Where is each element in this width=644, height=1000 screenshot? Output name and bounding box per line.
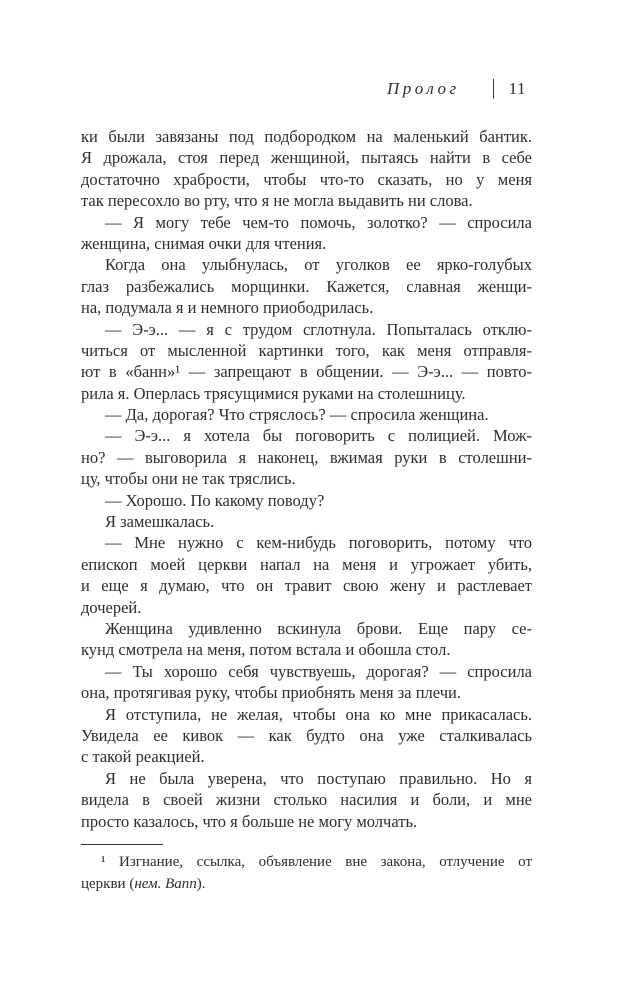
footnote-line [81, 874, 532, 896]
text-line: Я не была уверена, что поступаю правильно. Но я [105, 768, 532, 788]
footnote-line [81, 852, 532, 874]
text-line: ки были завязаны под подбородком на маленький бантик. [81, 127, 532, 146]
text-line: рила я. Оперлась трясущимися руками на столешницу. [81, 383, 466, 403]
footnote [81, 852, 532, 895]
footnote-segment: ). [196, 875, 206, 892]
text-line: Женщина удивленно вскинула брови. Еще пару се- [105, 618, 532, 638]
text-line: достаточно храбрости, чтобы что-то сказать, но у меня [81, 169, 532, 189]
text-line: Я замешкалась. [105, 512, 215, 532]
header-separator [493, 79, 494, 99]
page-number: 11 [508, 79, 526, 98]
footnote-rule [81, 844, 163, 845]
text-line: но? — выговорила я наконец, вжимая руки в столешни- [81, 447, 532, 467]
text-line: — Мне нужно с кем-нибудь поговорить, потому что [105, 533, 532, 553]
text-line: она, протягивая руку, чтобы приобнять меня за плечи. [81, 683, 461, 703]
text-line: — Э-э... я хотела бы поговорить с полицией. Мож- [105, 426, 532, 446]
text-line: так пересохло во рту, что я не могла выдавить ни слова. [81, 191, 473, 211]
body-text [81, 126, 532, 832]
text-line: — Да, дорогая? Что стряслось? — спросила женщина. [105, 405, 489, 425]
text-line: дочерей. [81, 597, 142, 617]
text-line: ют в «банн»¹ — запрещают в общении. — Э-э... — повто- [81, 362, 532, 382]
text-line: — Э-э... — я с трудом сглотнула. Попыталась отклю- [105, 319, 532, 339]
text-line: с такой реакцией. [81, 747, 205, 767]
text-line: видела в своей жизни столько насилия и боли, и мне [81, 790, 532, 810]
text-line: кунд смотрела на меня, потом встала и обошла стол. [81, 640, 451, 660]
footnote-segment: церкви ( [81, 875, 135, 892]
text-line: цу, чтобы они не так тряслись. [81, 469, 296, 489]
text-line: Я отступила, не желая, чтобы она ко мне прикасалась. [105, 704, 532, 724]
text-line: — Ты хорошо себя чувствуешь, дорогая? — спросила [105, 661, 532, 681]
text-line: епископ моей церкви напал на меня и угрожает убить, [81, 554, 532, 574]
text-line: Когда она улыбнулась, от уголков ее ярко-голубых [105, 255, 532, 275]
footnote-italic-segment: нем. Bann [134, 875, 197, 892]
text-line: — Я могу тебе чем-то помочь, золотко? — спросила [105, 212, 532, 232]
text-line: глаз разбежались морщинки. Кажется, славная женщи- [81, 276, 532, 296]
text-line: читься от мысленной картинки того, как меня отправля- [81, 340, 532, 360]
text-line: и еще я думаю, что он травит свою жену и растлевает [81, 576, 532, 596]
text-line: Я дрожала, стоя перед женщиной, пытаясь найти в себе [81, 148, 532, 168]
text-line: на, подумала я и немного приободрилась. [81, 298, 374, 318]
text-line: Увидела ее кивок — как будто она уже сталкивалась [81, 725, 532, 745]
text-line: просто казалось, что я больше не могу молчать. [81, 811, 418, 831]
running-head [81, 79, 532, 99]
running-title: Пролог [387, 79, 460, 98]
text-line: женщина, снимая очки для чтения. [81, 233, 327, 253]
text-line: — Хорошо. По какому поводу? [105, 490, 325, 510]
footnote-segment: ¹ Изгнание, ссылка, объявление вне закона, отлучение от [101, 854, 532, 870]
